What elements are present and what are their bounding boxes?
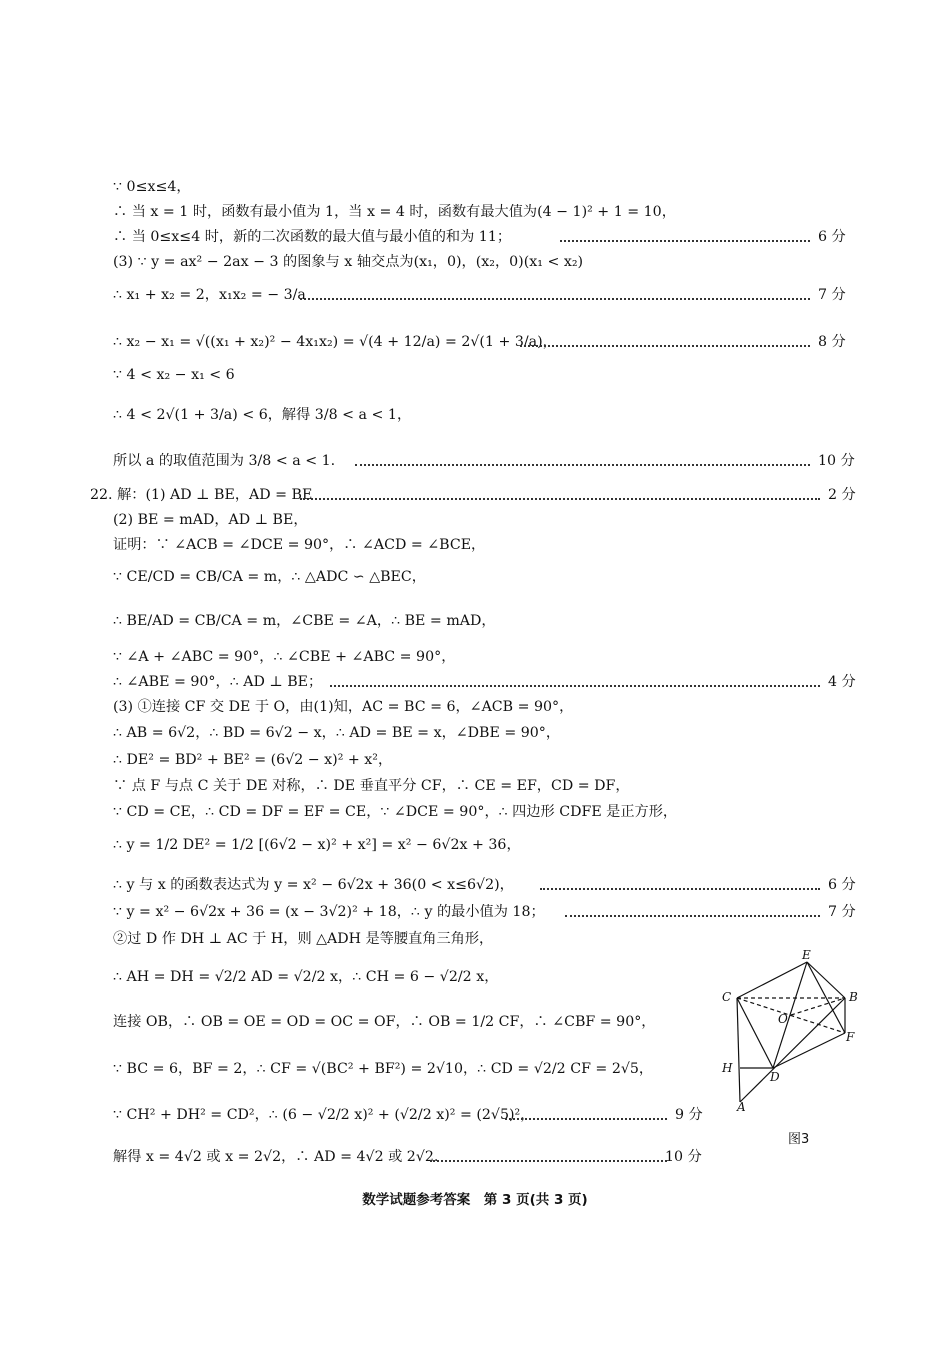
- line-text: 连接 OB，∴ OB = OE = OD = OC = OF，∴ OB = 1/2 CF，∴ ∠CBF = 90°，: [113, 1014, 656, 1030]
- line-text: ∴ AB = 6√2，∴ BD = 6√2 − x，∴ AD = BE = x，∠DBE = 90°，: [113, 725, 561, 741]
- dot-leader: [300, 298, 810, 300]
- line-22: [113, 834, 521, 854]
- line-24: [113, 901, 545, 921]
- points-label: 6 分: [828, 877, 856, 893]
- line-17: [113, 696, 573, 716]
- dot-leader: [560, 240, 810, 242]
- line-text: 解得 x = 4√2 或 x = 2√2，∴ AD = 4√2 或 2√2.: [113, 1149, 439, 1165]
- figure-label-a: A: [737, 1100, 746, 1114]
- figure-label-e: E: [802, 948, 811, 962]
- line-6: [113, 331, 557, 351]
- line-1: [113, 176, 191, 196]
- line-text: ∵ BC = 6，BF = 2，∴ CF = √(BC² + BF²) = 2√10，∴ CD = √2/2 CF = 2√5，: [113, 1061, 654, 1077]
- points-label: 9 分: [675, 1107, 703, 1123]
- line-text: ∴ x₂ − x₁ = √((x₁ + x₂)² − 4x₁x₂) = √(4 + 12/a) = 2√(1 + 3/a)，: [113, 334, 557, 350]
- line-text: ∵ CE/CD = CB/CA = m，∴ △ADC ∽ △BEC，: [113, 569, 426, 585]
- line-16: [113, 671, 322, 691]
- line-9: [113, 450, 335, 470]
- line-25: [113, 928, 493, 948]
- points-label: 7 分: [828, 904, 856, 920]
- line-18: [113, 722, 560, 742]
- line-text: ∴ y = 1/2 DE² = 1/2 [(6√2 − x)² + x²] = x² − 6√2x + 36，: [113, 837, 521, 853]
- dot-leader: [520, 345, 810, 347]
- line-2: [113, 201, 676, 221]
- line-23: [113, 874, 514, 894]
- dot-leader: [330, 685, 820, 687]
- dot-leader: [565, 915, 820, 917]
- figure-label-b: B: [849, 990, 858, 1004]
- line-3: [113, 226, 511, 246]
- line-5: [113, 284, 306, 304]
- line-8: [113, 404, 411, 424]
- dot-leader: [355, 464, 810, 466]
- line-text: ∴ AH = DH = √2/2 AD = √2/2 x，∴ CH = 6 − √2/2 x，: [113, 969, 499, 985]
- figure-label-o: O: [778, 1012, 788, 1026]
- line-text: (3) ∵ y = ax² − 2ax − 3 的图象与 x 轴交点为(x₁，0)，(x₂，0)(x₁ < x₂): [113, 254, 584, 270]
- line-27: [113, 1011, 656, 1031]
- line-text: 所以 a 的取值范围为 3/8 < a < 1.: [113, 453, 336, 469]
- line-13: [113, 566, 426, 586]
- points-label: 8 分: [818, 334, 846, 350]
- line-14: [113, 610, 496, 630]
- figure-label-h: H: [722, 1061, 733, 1075]
- line-text: ∵ y = x² − 6√2x + 36 = (x − 3√2)² + 18，∴ y 的最小值为 18；: [113, 904, 545, 920]
- line-text: ∵ 4 < x₂ − x₁ < 6: [113, 367, 235, 383]
- figure-label-c: C: [722, 990, 732, 1004]
- line-30: [113, 1146, 438, 1166]
- line-28: [113, 1058, 653, 1078]
- line-12: [113, 534, 485, 554]
- line-29: [113, 1104, 534, 1124]
- line-26: [113, 966, 498, 986]
- points-label: 10 分: [665, 1149, 702, 1165]
- points-label: 2 分: [828, 487, 856, 503]
- dot-leader: [300, 498, 820, 500]
- line-7: [113, 367, 235, 383]
- points-label: 4 分: [828, 674, 856, 690]
- line-10: [90, 484, 312, 504]
- line-text: (3) ①连接 CF 交 DE 于 O，由(1)知，AC = BC = 6，∠ACB = 90°，: [113, 699, 574, 715]
- line-text: ∴ ∠ABE = 90°，∴ AD ⊥ BE；: [113, 674, 323, 690]
- line-text: ∴ DE² = BD² + BE² = (6√2 − x)² + x²，: [113, 752, 393, 768]
- dot-leader: [430, 1160, 667, 1162]
- line-text: (2) BE = mAD，AD ⊥ BE，: [113, 512, 308, 528]
- points-label: 7 分: [818, 287, 846, 303]
- line-text: ∴ 当 x = 1 时，函数有最小值为 1，当 x = 4 时，函数有最大值为(4 − 1)² + 1 = 10，: [113, 204, 676, 220]
- figure-label-f: F: [846, 1030, 855, 1044]
- line-15: [113, 646, 455, 666]
- points-label: 10 分: [818, 453, 855, 469]
- line-19: [113, 749, 392, 769]
- line-text: ∵ 0≤x≤4，: [113, 179, 191, 195]
- line-text: 22. 解：(1) AD ⊥ BE，AD = BE: [90, 487, 313, 503]
- line-11: [113, 509, 308, 529]
- figure-label-d: D: [770, 1070, 780, 1084]
- line-text: ∵ ∠A + ∠ABC = 90°，∴ ∠CBE + ∠ABC = 90°，: [113, 649, 456, 665]
- line-text: ∵ 点 F 与点 C 关于 DE 对称，∴ DE 垂直平分 CF，∴ CE = EF，CD = DF，: [113, 778, 630, 794]
- dot-leader: [505, 1118, 667, 1120]
- line-4: [113, 251, 583, 271]
- line-text: ∵ CH² + DH² = CD²，∴ (6 − √2/2 x)² + (√2/2 x)² = (2√5)²，: [113, 1107, 535, 1123]
- line-text: 证明：∵ ∠ACB = ∠DCE = 90°，∴ ∠ACD = ∠BCE，: [113, 537, 486, 553]
- page-footer: 数学试题参考答案 第 3 页(共 3 页): [362, 1192, 588, 1208]
- dot-leader: [540, 888, 820, 890]
- line-21: [113, 801, 677, 821]
- line-text: ∴ 当 0≤x≤4 时，新的二次函数的最大值与最小值的和为 11；: [113, 229, 512, 245]
- line-text: ∴ y 与 x 的函数表达式为 y = x² − 6√2x + 36(0 < x≤6√2)，: [113, 877, 514, 893]
- line-text: ∵ CD = CE，∴ CD = DF = EF = CE，∵ ∠DCE = 90°，∴ 四边形 CDFE 是正方形，: [113, 804, 678, 820]
- points-label: 6 分: [818, 229, 846, 245]
- line-text: ②过 D 作 DH ⊥ AC 于 H，则 △ADH 是等腰直角三角形，: [113, 931, 494, 947]
- line-text: ∴ 4 < 2√(1 + 3/a) < 6，解得 3/8 < a < 1，: [113, 407, 412, 423]
- figure-caption: 图3: [788, 1132, 810, 1147]
- line-20: [113, 775, 630, 795]
- line-text: ∴ x₁ + x₂ = 2，x₁x₂ = − 3/a: [113, 287, 306, 303]
- line-text: ∴ BE/AD = CB/CA = m，∠CBE = ∠A，∴ BE = mAD，: [113, 613, 496, 629]
